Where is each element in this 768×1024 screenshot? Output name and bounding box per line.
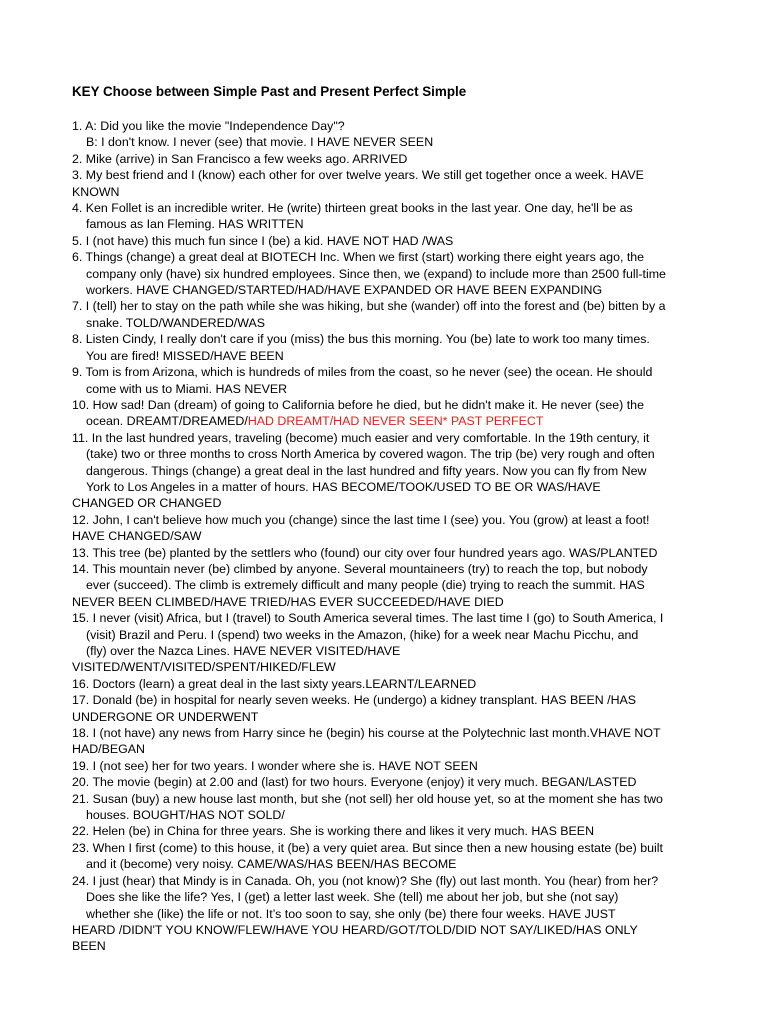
line-text: 15. I never (visit) Africa, but I (travel) to South America several times. The last time I (go) to South America, I xyxy=(72,611,664,626)
text-line xyxy=(72,594,702,610)
text-line xyxy=(72,774,702,790)
line-text: 11. In the last hundred years, traveling (become) much easier and very comfortable. In the 19th century, it xyxy=(72,430,650,445)
line-text: 19. I (not see) her for two years. I wonder where she is. HAVE NOT SEEN xyxy=(72,758,478,773)
text-line xyxy=(72,823,702,839)
line-text: 3. My best friend and I (know) each other for over twelve years. We still get together once a week. HAVE xyxy=(72,168,644,183)
text-line xyxy=(72,430,702,446)
text-line xyxy=(72,118,702,134)
line-text: workers. HAVE CHANGED/STARTED/HAD/HAVE EXPANDED OR HAVE BEEN EXPANDING xyxy=(86,283,603,298)
text-line xyxy=(72,856,702,872)
line-text: 14. This mountain never (be) climbed by anyone. Several mountaineers (try) to reach the top, but nobody xyxy=(72,561,648,576)
line-text: 24. I just (hear) that Mindy is in Canada. Oh, you (not know)? She (fly) out last month. You (hear) from her? xyxy=(72,873,659,888)
line-text: HAD/BEGAN xyxy=(72,742,145,757)
line-text: houses. BOUGHT/HAS NOT SOLD/ xyxy=(86,808,285,823)
text-line xyxy=(72,741,702,757)
document-title: KEY Choose between Simple Past and Present Perfect Simple xyxy=(72,84,467,99)
text-line xyxy=(72,495,702,511)
text-line xyxy=(72,512,702,528)
text-line xyxy=(72,758,702,774)
line-text: 23. When I first (come) to this house, it (be) a very quiet area. But since then a new housing estate (be) built xyxy=(72,840,663,855)
text-line xyxy=(72,233,702,249)
line-text: 2. Mike (arrive) in San Francisco a few weeks ago. ARRIVED xyxy=(72,151,408,166)
text-line xyxy=(72,446,702,462)
line-text: 5. I (not have) this much fun since I (be) a kid. HAVE NOT HAD /WAS xyxy=(72,233,454,248)
text-line xyxy=(72,791,702,807)
text-line xyxy=(72,282,702,298)
line-text: (fly) over the Nazca Lines. HAVE NEVER VISITED/HAVE xyxy=(86,644,401,658)
text-line xyxy=(72,397,702,413)
text-line xyxy=(72,249,702,265)
line-text: 7. I (tell) her to stay on the path while she was hiking, but she (wander) off into the forest and (be) bitten by a xyxy=(72,299,666,314)
line-text: HEARD /DIDN'T YOU KNOW/FLEW/HAVE YOU HEARD/GOT/TOLD/DID NOT SAY/LIKED/HAS ONLY xyxy=(72,922,638,937)
line-text: 8. Listen Cindy, I really don't care if you (miss) the bus this morning. You (be) late to work too many times. xyxy=(72,332,650,347)
line-text: 1. A: Did you like the movie "Independence Day"? xyxy=(72,119,345,133)
line-text: 16. Doctors (learn) a great deal in the last sixty years.LEARNT/LEARNED xyxy=(72,676,477,691)
line-text: (visit) Brazil and Peru. I (spend) two weeks in the Amazon, (hike) for a week near Machu Picchu, and xyxy=(86,627,639,642)
document-page xyxy=(72,84,702,955)
document-body xyxy=(72,118,702,955)
text-line xyxy=(72,692,702,708)
text-line xyxy=(72,463,702,479)
line-text: 18. I (not have) any news from Harry since he (begin) his course at the Polytechnic last month.VHAVE NOT xyxy=(72,726,661,741)
text-line xyxy=(72,906,702,922)
text-line xyxy=(72,381,702,397)
line-text: (take) two or three months to cross North America by covered wagon. The trip (be) very rough and often xyxy=(86,447,655,462)
line-text: 9. Tom is from Arizona, which is hundreds of miles from the coast, so he never (see) the ocean. He should xyxy=(72,365,653,380)
text-line xyxy=(72,725,702,741)
line-text: 4. Ken Follet is an incredible writer. He (write) thirteen great books in the last year. One day, he'll be as xyxy=(72,201,633,216)
line-text: come with us to Miami. HAS NEVER xyxy=(86,381,288,396)
text-line xyxy=(72,889,702,905)
text-line xyxy=(72,627,702,643)
line-text: 6. Things (change) a great deal at BIOTECH Inc. When we first (start) working there eight years ago, the xyxy=(72,250,645,265)
text-line xyxy=(72,167,702,183)
text-line xyxy=(72,528,702,544)
text-line xyxy=(72,610,702,626)
text-line xyxy=(72,807,702,823)
line-text: NEVER BEEN CLIMBED/HAVE TRIED/HAS EVER SUCCEEDED/HAVE DIED xyxy=(72,594,504,609)
line-text: 10. How sad! Dan (dream) of going to California before he died, but he didn't make it. He never (see) the xyxy=(72,397,644,412)
line-text: You are fired! MISSED/HAVE BEEN xyxy=(86,348,284,363)
line-text: and it (become) very noisy. CAME/WAS/HAS BEEN/HAS BECOME xyxy=(86,857,457,872)
text-line xyxy=(72,348,702,364)
line-text: company only (have) six hundred employees. Since then, we (expand) to include more than 2500 full-time xyxy=(86,266,666,281)
text-line xyxy=(72,840,702,856)
line-text: ever (succeed). The climb is extremely difficult and many people (die) trying to reach the summit. HAS xyxy=(86,578,645,593)
line-text: CHANGED OR CHANGED xyxy=(72,496,222,511)
line-text: dangerous. Things (change) a great deal in the last hundred and fifty years. Now you can fly from New xyxy=(86,463,647,478)
line-text: VISITED/WENT/VISITED/SPENT/HIKED/FLEW xyxy=(72,660,336,675)
line-text: whether she (like) the life or not. It’s too soon to say, she only (be) there four weeks. HAVE JUST xyxy=(86,906,616,921)
text-line xyxy=(72,134,702,150)
text-line xyxy=(72,151,702,167)
line-text: York to Los Angeles in a matter of hours. HAS BECOME/TOOK/USED TO BE OR WAS/HAVE xyxy=(86,479,601,494)
text-line xyxy=(72,184,702,200)
text-line xyxy=(72,479,702,495)
line-text: 17. Donald (be) in hospital for nearly seven weeks. He (undergo) a kidney transplant. HAS BEEN /HAS xyxy=(72,693,637,708)
line-text: 13. This tree (be) planted by the settlers who (found) our city over four hundred years ago. WAS/PLANTED xyxy=(72,545,658,560)
line-text: KNOWN xyxy=(72,184,120,199)
line-text: ocean. DREAMT/DREAMED/ xyxy=(86,414,248,429)
text-line xyxy=(72,873,702,889)
line-text: 20. The movie (begin) at 2.00 and (last) for two hours. Everyone (enjoy) it very much. BEGAN/LASTED xyxy=(72,775,637,790)
text-line xyxy=(72,561,702,577)
text-line xyxy=(72,331,702,347)
line-text: B: I don't know. I never (see) that movie. I HAVE NEVER SEEN xyxy=(86,135,434,150)
text-line xyxy=(72,643,702,659)
line-text: 21. Susan (buy) a new house last month, but she (not sell) her old house yet, so at the moment she has two xyxy=(72,791,663,806)
text-line xyxy=(72,216,702,232)
line-text: UNDERGONE OR UNDERWENT xyxy=(72,709,259,724)
line-text: famous as Ian Fleming. HAS WRITTEN xyxy=(86,217,304,232)
text-line xyxy=(72,545,702,561)
text-line xyxy=(72,200,702,216)
text-line xyxy=(72,413,702,429)
text-line xyxy=(72,676,702,692)
text-line xyxy=(72,709,702,725)
line-text: snake. TOLD/WANDERED/WAS xyxy=(86,315,266,330)
text-line xyxy=(72,266,702,282)
line-text: Does she like the life? Yes, I (get) a letter last week. She (tell) me about her job, but she (not say) xyxy=(86,890,619,905)
line-text: HAVE CHANGED/SAW xyxy=(72,529,202,544)
text-line xyxy=(72,315,702,331)
text-line xyxy=(72,922,702,938)
text-line xyxy=(72,298,702,314)
highlighted-answer: HAD DREAMT/HAD NEVER SEEN* PAST PERFECT xyxy=(247,414,544,429)
line-text: 12. John, I can't believe how much you (change) since the last time I (see) you. You (grow) at least a foot! xyxy=(72,512,650,527)
text-line xyxy=(72,577,702,593)
text-line xyxy=(72,659,702,675)
text-line xyxy=(72,364,702,380)
line-text: BEEN xyxy=(72,939,106,954)
line-text: 22. Helen (be) in China for three years. She is working there and likes it very much. HAS BEEN xyxy=(72,824,595,839)
text-line xyxy=(72,938,702,954)
